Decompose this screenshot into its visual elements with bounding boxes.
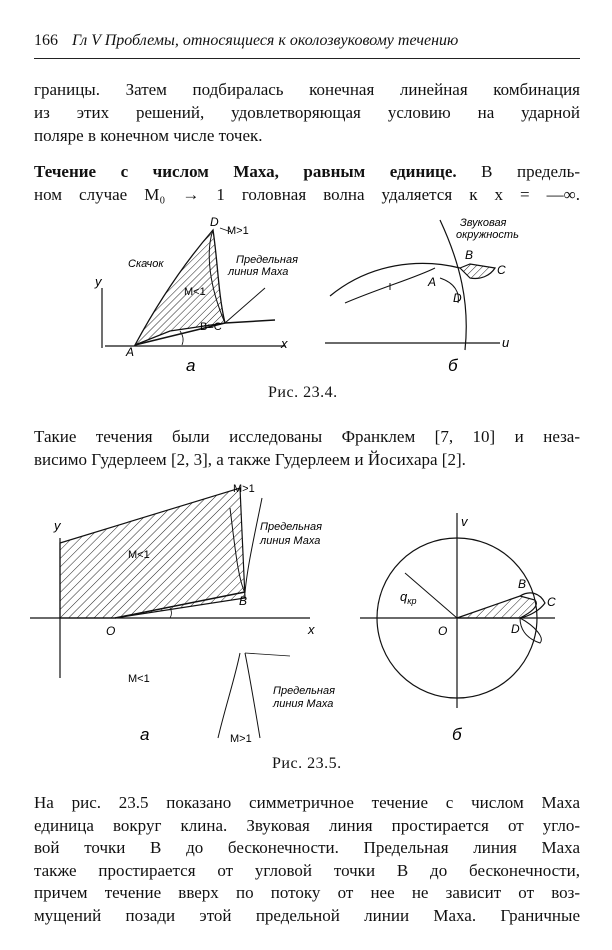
text-line: единица вокруг клина. Звуковая линия простирается от угло-: [34, 815, 580, 835]
intro-paragraph: [34, 78, 580, 147]
header-rule: [34, 58, 580, 59]
label-d: D: [511, 622, 520, 636]
figure-23-5: [30, 478, 580, 753]
label-m-gt-top: M>1: [233, 483, 255, 495]
label-a: A: [428, 275, 437, 289]
text-line: На рис. 23.5 показано симметричное течение с числом Маха: [34, 793, 580, 812]
middle-paragraph: [34, 425, 580, 471]
label-y: y: [54, 518, 61, 533]
text-line: также простирается от угловой точки B до бесконечности,: [34, 860, 580, 880]
sublabel-b: б: [452, 725, 462, 744]
label-sonic-1: Звуковая: [460, 217, 507, 229]
text-line: мущений позади этой предельной линии Маха. Граничные: [34, 905, 580, 925]
label-limit-line: Предельная: [236, 254, 298, 266]
text-line: висимо Гудерлеем [2, 3], а также Гудерлеем и Йосихара [2].: [34, 450, 466, 469]
label-d: D: [453, 291, 462, 305]
text-line: границы. Затем подбиралась конечная линейная комбинация: [34, 80, 580, 99]
label-y: y: [95, 274, 102, 289]
label-b: B: [465, 248, 474, 262]
section-paragraph: [34, 160, 580, 206]
label-m-gt: M>1: [227, 225, 249, 237]
sublabel-a: а: [140, 725, 150, 744]
figure-23-4: [60, 208, 580, 383]
label-v: v: [461, 514, 468, 529]
label-limit-1: Предельная: [260, 521, 322, 533]
figure-23-5-a: [30, 483, 335, 745]
bottom-paragraph: [34, 792, 580, 927]
label-b: B: [518, 577, 527, 591]
figure-23-4-a: [94, 215, 298, 375]
label-c: C: [497, 263, 506, 277]
text-fragment: В предель-: [481, 162, 580, 181]
figure-23-4-b: [325, 217, 519, 375]
label-bc: B=C: [200, 321, 222, 333]
text-line: поляре в конечном числе точек.: [34, 126, 263, 145]
label-a: A: [126, 345, 135, 359]
label-u: u: [502, 335, 510, 350]
sublabel-a: а: [186, 356, 196, 375]
label-b: B: [239, 594, 248, 608]
page-number: 166: [34, 32, 58, 49]
figure-23-5-b: [360, 513, 556, 744]
label-q: $q_{кр}$: [400, 589, 417, 606]
label-limit-3: Предельная: [273, 685, 335, 697]
figure-caption: Рис. 23.5.: [272, 755, 342, 772]
label-x: x: [308, 622, 315, 637]
label-c: C: [547, 595, 556, 609]
label-m-lt-bottom: M<1: [128, 673, 150, 685]
label-o: O: [106, 624, 116, 638]
figure-caption: Рис. 23.4.: [268, 384, 338, 401]
label-jump: Скачок: [128, 258, 164, 270]
label-x: x: [281, 336, 288, 351]
text-line: вой точки B до бесконечности. Предельная линия Маха: [34, 838, 580, 857]
label-sonic-2: окружность: [456, 229, 519, 241]
section-heading: Течение с числом Маха, равным единице.: [34, 162, 457, 181]
sublabel-b: б: [448, 356, 458, 375]
label-d: D: [210, 215, 219, 229]
text-line: причем течение вверх по потоку от нее не зависит от воз-: [34, 883, 580, 902]
label-m-gt-bottom: M>1: [230, 733, 252, 745]
label-o: O: [438, 624, 448, 638]
label-limit-2: линия Маха: [260, 535, 321, 547]
label-limit-line-2: линия Маха: [228, 266, 289, 278]
subsonic-region: [60, 488, 248, 618]
label-m-lt-top: M<1: [128, 549, 150, 561]
running-title: Гл V Проблемы, относящиеся к околозвуковому течению: [72, 32, 459, 49]
running-header: [34, 32, 580, 50]
text-line: из этих решений, удовлетворяющая условию на ударной: [34, 103, 580, 122]
label-limit-4: линия Маха: [273, 698, 334, 710]
hodograph-region: [457, 596, 536, 618]
text-line: ном случае M₀ → 1 головная волна удаляется к x = —∞.: [34, 185, 580, 204]
text-line: Такие течения были исследованы Франклем [7, 10] и неза-: [34, 427, 580, 446]
label-m-lt: M<1: [184, 286, 206, 298]
